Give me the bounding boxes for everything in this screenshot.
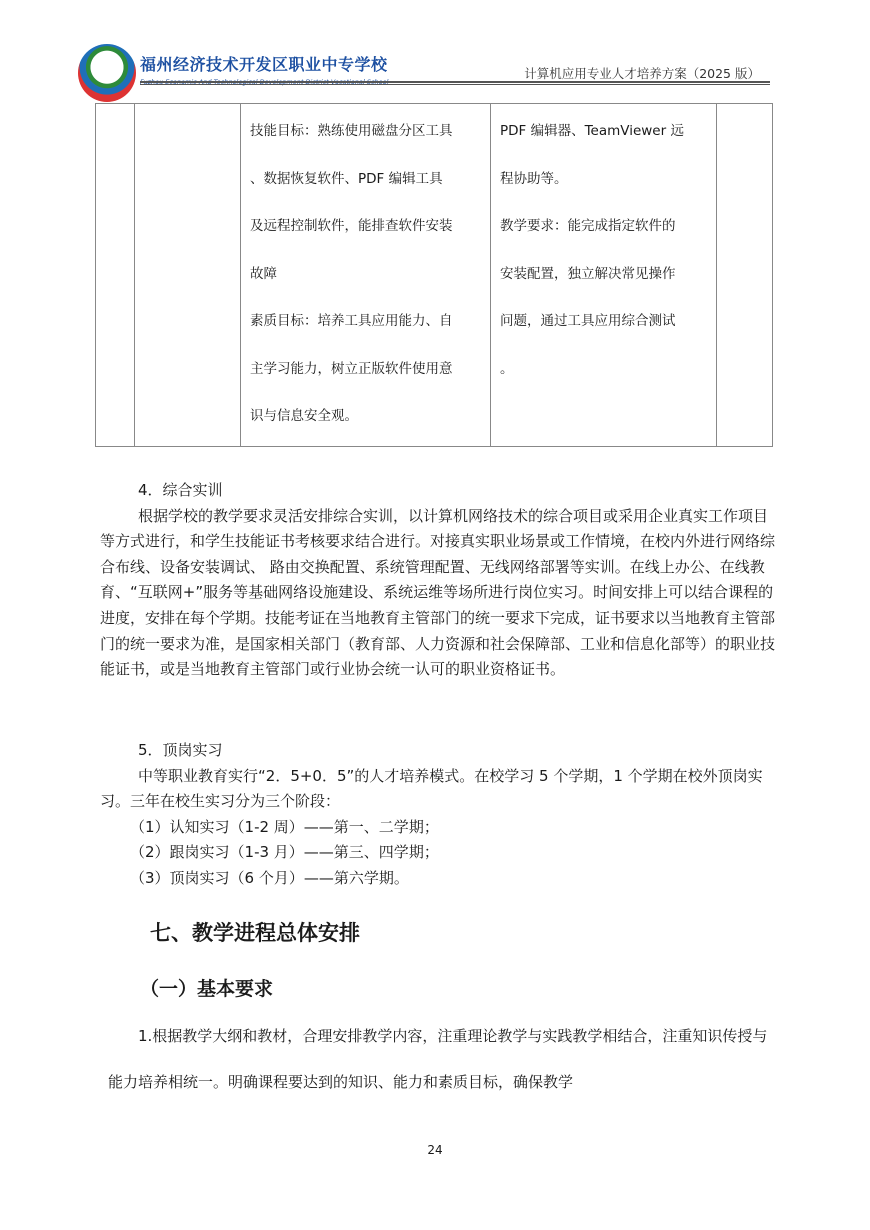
cell-line: 问题，通过工具应用综合测试 (500, 313, 676, 329)
table-cell-empty-2 (135, 104, 241, 447)
header-rule-thin (140, 84, 770, 85)
table-row (96, 104, 773, 447)
cell-line: 安装配置，独立解决常见操作 (500, 265, 676, 282)
section-4-paragraph: 根据学校的教学要求灵活安排综合实训，以计算机网络技术的综合项目或采用企业真实工作项目等方式进行，和学生技能证书考核要求结合进行。对接真实职业场景或工作情境，在校内外进行网络综合布线、设备安装调试、 路由交换配置、系统管理配置、无线网络部署等实训。在线上办公、在线教育、“互联网+”服务等基础网络设施建设、系统运维等场所进行岗位实习。时间安排上可以结合课程的进度，安排在每个学期。技能考证在当地教育主管部门的统一要求下完成，证书要求以当地教育主管部门的统一要求为准，是国家相关部门（教育部、人力资源和社会保障部、工业和信息化部等）的职业技能证书，或是当地教育主管部门或行业协会统一认可的职业资格证书。 (100, 506, 776, 679)
cell-line: 及远程控制软件，能排查软件安装 (250, 218, 453, 234)
basic-requirements-paragraph: 1.根据教学大纲和教材，合理安排教学内容，注重理论教学与实践教学相结合，注重知识传授与能力培养相统一。明确课程要达到的知识、能力和素质目标，确保教学 (108, 1027, 768, 1091)
course-table (95, 103, 773, 447)
table-cell-objectives (241, 104, 491, 447)
cell-line: 、数据恢复软件、PDF 编辑工具 (250, 170, 443, 187)
document-title: 计算机应用专业人才培养方案（2025 版） (524, 66, 760, 81)
table-cell-empty-5 (717, 104, 773, 447)
cell-line: 主学习能力，树立正版软件使用意 (250, 360, 453, 377)
section-4-title: 4．综合实训 (138, 481, 223, 499)
cell-line: 技能目标：熟练使用磁盘分区工具 (250, 123, 453, 139)
stage-item: （3）顶岗实习（6 个月）——第六学期。 (130, 868, 409, 887)
section-5 (100, 738, 780, 892)
page-header (0, 0, 870, 100)
stage-item: （1）认知实习（1-2 周）——第一、二学期； (130, 817, 439, 836)
stage-item: （2）跟岗实习（1-3 月）——第三、四学期； (130, 843, 439, 862)
school-logo (78, 44, 136, 102)
cell-line: 程协助等。 (500, 170, 568, 187)
cell-line: PDF 编辑器、TeamViewer 远 (500, 123, 684, 139)
cell-line: 教学要求：能完成指定软件的 (500, 218, 676, 234)
table-cell-empty-1 (96, 104, 135, 447)
header-rule (140, 81, 770, 83)
school-name-cn: 福州经济技术开发区职业中专学校 (140, 55, 388, 74)
basic-requirements (108, 1013, 772, 1105)
chapter-title: 七、教学进程总体安排 (150, 921, 360, 945)
section-5-paragraph: 中等职业教育实行“2．5+0．5”的人才培养模式。在校学习 5 个学期，1 个学期在校外顶岗实习。三年在校生实习分为三个阶段： (100, 766, 763, 811)
cell-line: 识与信息安全观。 (250, 408, 358, 424)
page-number: 24 (427, 1143, 443, 1157)
cell-line: 故障 (250, 265, 277, 282)
cell-line: 。 (500, 360, 514, 377)
cell-line: 素质目标：培养工具应用能力、自 (250, 313, 453, 329)
section-5-title: 5．顶岗实习 (138, 741, 223, 759)
subsection-title: （一）基本要求 (140, 978, 274, 1000)
table-cell-requirements (491, 104, 717, 447)
section-4 (100, 478, 780, 683)
